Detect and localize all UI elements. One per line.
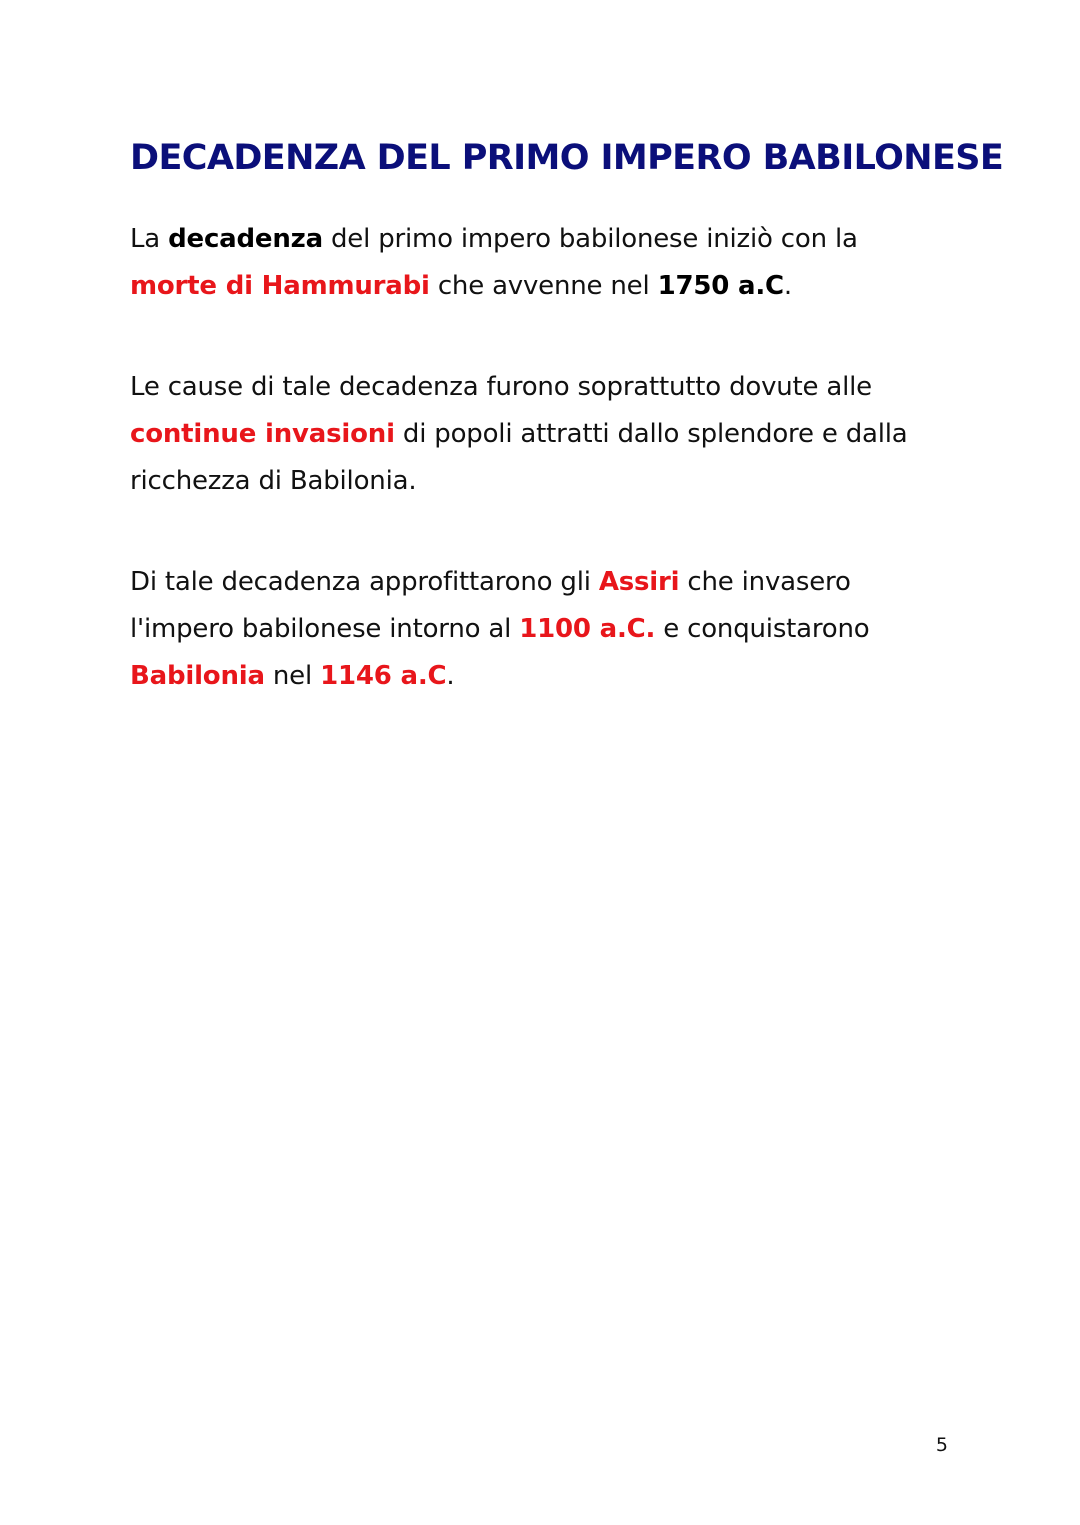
highlight-assiri: Assiri [598, 567, 680, 597]
text-run: ricchezza di Babilonia. [130, 466, 417, 496]
text-run: Di tale decadenza approfittarono gli [130, 567, 599, 597]
page-number: 5 [935, 1434, 948, 1456]
paragraph-line [130, 364, 960, 411]
text-run: che invasero [679, 567, 851, 597]
paragraph-decadence-start [130, 216, 960, 310]
text-run: del primo impero babilonese iniziò con la [322, 224, 858, 254]
text-run: che avvenne nel [429, 271, 658, 301]
paragraph-causes [130, 364, 960, 505]
text-run: La [130, 224, 169, 254]
bold-term-decadenza: decadenza [168, 224, 323, 254]
text-run: e conquistarono [655, 614, 870, 644]
text-run: . [446, 661, 455, 691]
highlight-date-1100: 1100 a.C. [519, 614, 656, 644]
paragraph-line [130, 263, 960, 310]
paragraph-line [130, 458, 960, 505]
highlight-date-1146: 1146 a.C [320, 661, 447, 691]
paragraph-line [130, 653, 960, 700]
paragraph-line [130, 216, 960, 263]
text-run: . [783, 271, 792, 301]
paragraph-line [130, 559, 960, 606]
text-run: Le cause di tale decadenza furono soprattutto dovute alle [130, 372, 872, 402]
highlight-babilonia: Babilonia [130, 661, 265, 691]
highlight-continue-invasioni: continue invasioni [130, 419, 395, 449]
text-run: di popoli attratti dallo splendore e dalla [394, 419, 908, 449]
text-run: nel [264, 661, 321, 691]
paragraph-line [130, 606, 960, 653]
bold-date-1750: 1750 a.C [657, 271, 784, 301]
paragraph-line [130, 411, 960, 458]
page-title: DECADENZA DEL PRIMO IMPERO BABILONESE [130, 138, 1004, 178]
highlight-morte-di-hammurabi: morte di Hammurabi [130, 271, 430, 301]
text-run: l'impero babilonese intorno al [130, 614, 520, 644]
paragraph-assyrians [130, 559, 960, 700]
